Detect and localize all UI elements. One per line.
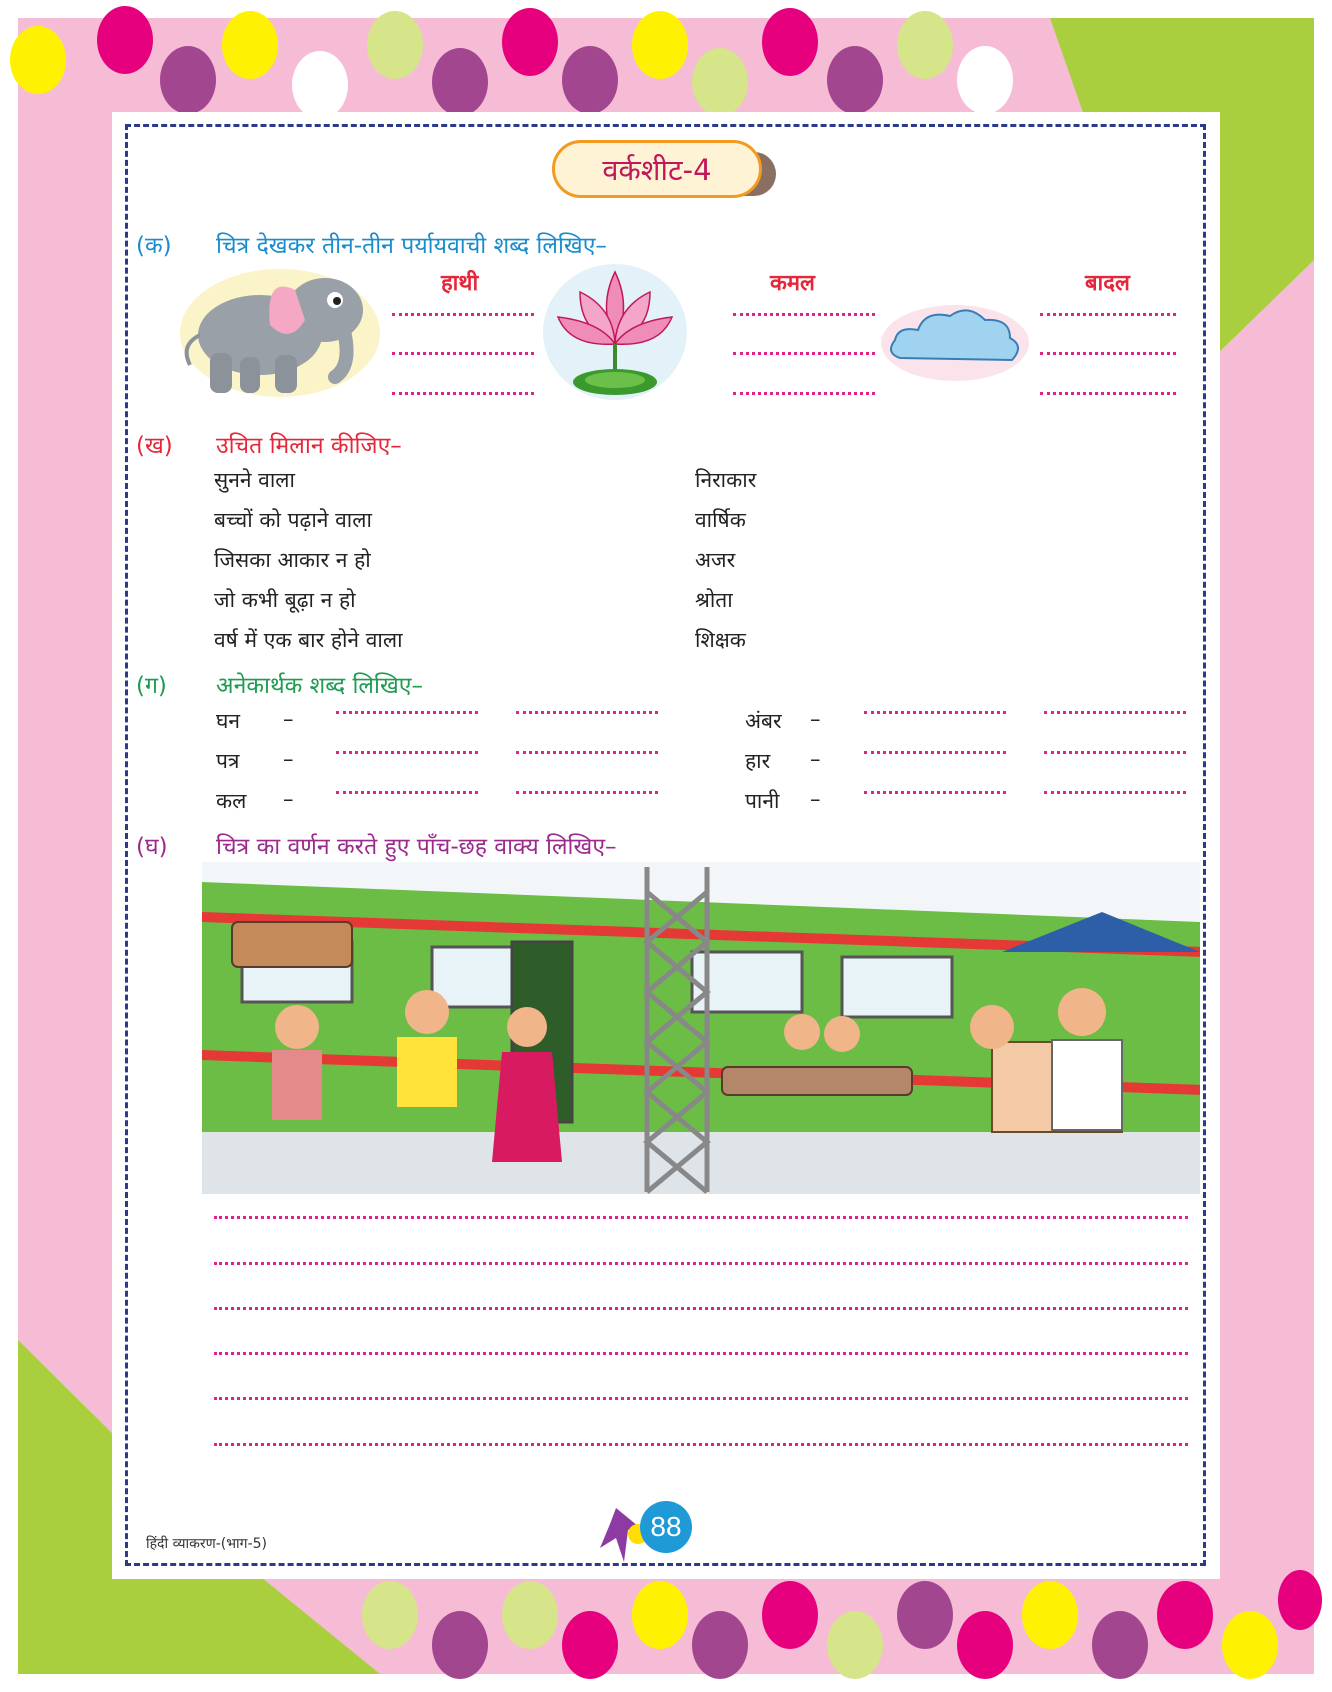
answer-line[interactable] xyxy=(336,751,478,754)
match-right-item: अजर xyxy=(695,548,736,572)
writing-line[interactable] xyxy=(214,1352,1188,1355)
answer-line[interactable] xyxy=(336,791,478,794)
section-d-instruction: चित्र का वर्णन करते हुए पाँच-छह वाक्य लिखिए– xyxy=(216,834,617,860)
multi-meaning-word: कल xyxy=(216,789,247,813)
answer-line[interactable] xyxy=(864,791,1006,794)
section-d-heading xyxy=(136,829,617,861)
answer-line[interactable] xyxy=(1044,751,1186,754)
match-right-item: शिक्षक xyxy=(695,628,746,652)
answer-line[interactable] xyxy=(392,352,534,355)
match-left-item: जिसका आकार न हो xyxy=(214,548,371,572)
match-left-item: वर्ष में एक बार होने वाला xyxy=(214,628,403,652)
multi-meaning-word: हार xyxy=(745,749,771,773)
elephant-illustration xyxy=(175,265,380,400)
page-title: वर्कशीट-4 xyxy=(552,140,762,198)
answer-line[interactable] xyxy=(1040,392,1176,395)
dash: – xyxy=(810,747,821,771)
section-b-heading xyxy=(136,428,402,460)
railway-platform-illustration xyxy=(202,862,1200,1194)
multi-meaning-word: पत्र xyxy=(216,749,240,773)
match-left-item: सुनने वाला xyxy=(214,468,295,492)
match-right-item: निराकार xyxy=(695,468,757,492)
book-title-footer: हिंदी व्याकरण-(भाग-5) xyxy=(146,1536,267,1552)
answer-line[interactable] xyxy=(733,392,875,395)
section-a-heading xyxy=(136,228,607,260)
dash: – xyxy=(810,707,821,731)
answer-line[interactable] xyxy=(864,751,1006,754)
writing-line[interactable] xyxy=(214,1397,1188,1400)
match-right-item: वार्षिक xyxy=(695,508,746,532)
page-number: 88 xyxy=(640,1501,692,1553)
section-a-marker: (क) xyxy=(136,233,172,259)
answer-line[interactable] xyxy=(733,352,875,355)
answer-line[interactable] xyxy=(864,711,1006,714)
answer-line[interactable] xyxy=(516,791,658,794)
writing-line[interactable] xyxy=(214,1443,1188,1446)
writing-line[interactable] xyxy=(214,1216,1188,1219)
match-left-item: जो कभी बूढ़ा न हो xyxy=(214,588,356,612)
section-b-marker: (ख) xyxy=(136,433,173,459)
match-right-item: श्रोता xyxy=(695,588,733,612)
writing-line[interactable] xyxy=(214,1262,1188,1265)
dash: – xyxy=(283,747,294,771)
answer-line[interactable] xyxy=(392,392,534,395)
section-c-marker: (ग) xyxy=(136,673,167,699)
word-elephant: हाथी xyxy=(441,271,479,296)
answer-line[interactable] xyxy=(1044,791,1186,794)
section-c-instruction: अनेकार्थक शब्द लिखिए– xyxy=(216,673,423,699)
writing-line[interactable] xyxy=(214,1307,1188,1310)
section-b-instruction: उचित मिलान कीजिए– xyxy=(216,433,402,459)
answer-line[interactable] xyxy=(516,711,658,714)
answer-line[interactable] xyxy=(392,313,534,316)
page-number-ribbon-icon xyxy=(598,1508,646,1562)
match-left-item: बच्चों को पढ़ाने वाला xyxy=(214,508,372,532)
answer-line[interactable] xyxy=(1044,711,1186,714)
dash: – xyxy=(283,707,294,731)
multi-meaning-word: पानी xyxy=(745,789,780,813)
multi-meaning-word: अंबर xyxy=(745,709,782,733)
answer-line[interactable] xyxy=(336,711,478,714)
word-cloud: बादल xyxy=(1085,271,1130,296)
answer-line[interactable] xyxy=(1040,313,1176,316)
cloud-illustration xyxy=(880,298,1030,383)
dash: – xyxy=(283,787,294,811)
section-c-heading xyxy=(136,668,423,700)
dash: – xyxy=(810,787,821,811)
section-d-marker: (घ) xyxy=(136,834,168,860)
answer-line[interactable] xyxy=(516,751,658,754)
multi-meaning-word: घन xyxy=(216,709,241,733)
answer-line[interactable] xyxy=(733,313,875,316)
section-a-instruction: चित्र देखकर तीन-तीन पर्यायवाची शब्द लिखिए– xyxy=(216,233,607,259)
lotus-illustration xyxy=(540,262,690,407)
word-lotus: कमल xyxy=(770,271,815,296)
answer-line[interactable] xyxy=(1040,352,1176,355)
